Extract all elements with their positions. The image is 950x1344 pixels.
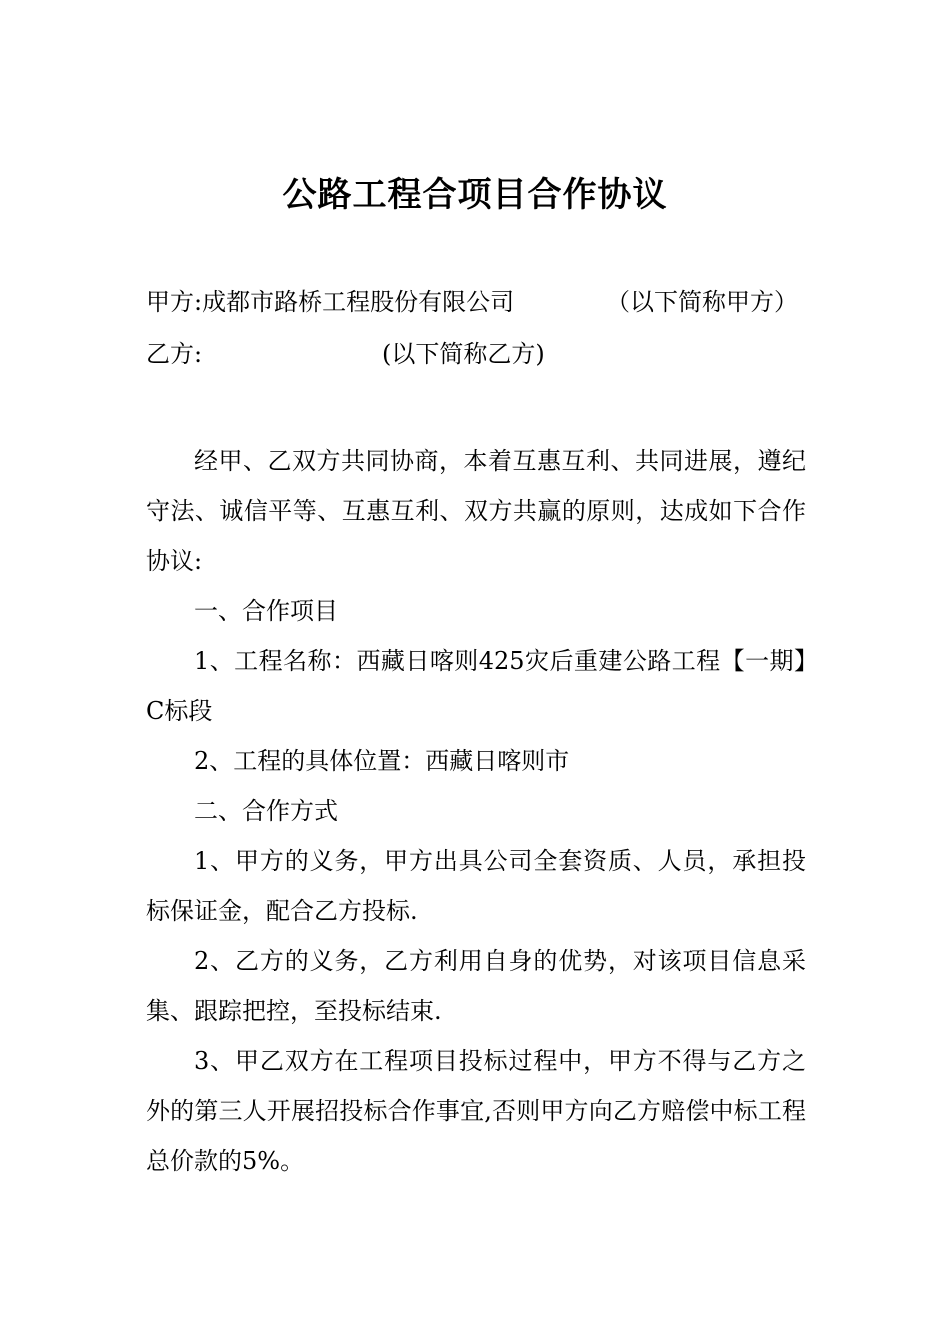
party-b-label: 乙方: [146, 340, 203, 368]
section-heading-cooperation: 二、合作方式 [194, 797, 338, 825]
section-heading-project: 一、合作项目 [194, 597, 338, 625]
intro-paragraph: 经甲、乙双方共同协商，本着互惠互利、共同进展，遵纪守法、诚信平等、互惠互利、双方共赢的原则，达成如下合作协议: [146, 447, 806, 575]
party-a-short-name: （以下简称甲方） [606, 288, 798, 316]
exclusivity-clause: 3、甲乙双方在工程项目投标过程中，甲方不得与乙方之外的第三人开展招投标合作事宜,否则甲方向乙方赔偿中标工程总价款的5%。 [146, 1047, 806, 1175]
party-b-line [146, 336, 545, 372]
party-b-obligation-clause: 2、乙方的义务，乙方利用自身的优势，对该项目信息采集、跟踪把控，至投标结束. [146, 947, 806, 1025]
party-a-label: 甲方:成都市路桥工程股份有限公司 [146, 288, 515, 316]
project-name-clause: 1、工程名称：西藏日喀则425灾后重建公路工程【一期】C标段 [146, 647, 806, 725]
project-location-clause: 2、工程的具体位置：西藏日喀则市 [194, 747, 570, 775]
agreement-body [146, 436, 806, 1186]
party-a-obligation-clause: 1、甲方的义务，甲方出具公司全套资质、人员，承担投标保证金，配合乙方投标. [146, 847, 806, 925]
party-b-short-name: (以下简称乙方) [382, 340, 545, 368]
party-a-line [146, 284, 798, 320]
document-title: 公路工程合项目合作协议 [282, 175, 668, 215]
